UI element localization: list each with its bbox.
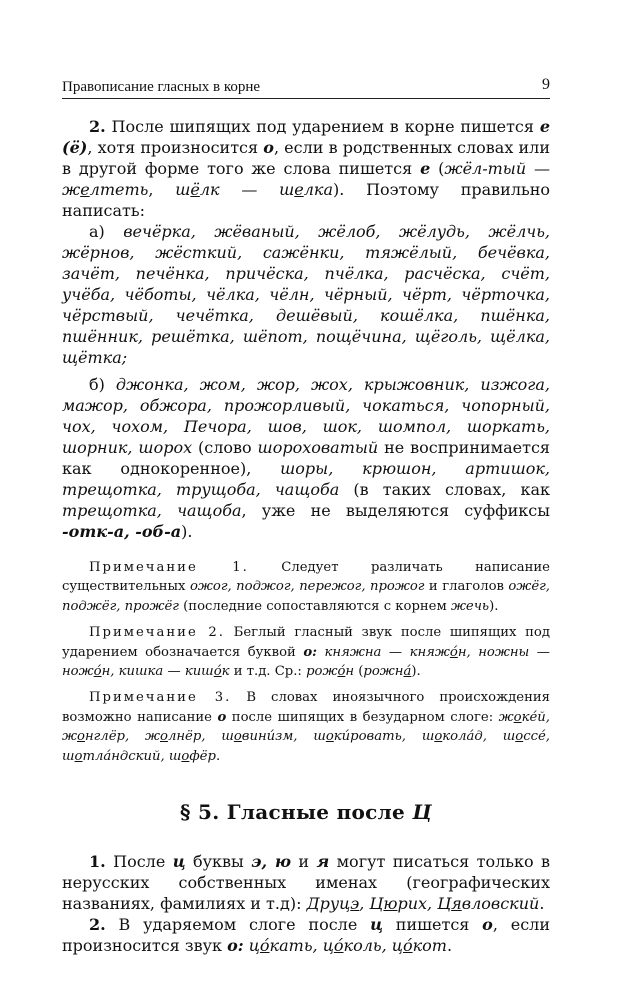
- main-text: [62, 116, 550, 956]
- foreign-word: жоке́й: [498, 709, 546, 725]
- note-3: Примечание 3. В словах иноязычного происхождения возможно написание о после шипящих в безударном слоге: жоке́й, жонглёр, жолнёр, шовини́зм, шоки́ровать, шокола́д, шоссе́, шотла́ндский, шофёр.: [62, 690, 550, 764]
- foreign-word: шотла́ндский: [62, 748, 161, 764]
- note-2: Примечание 2. Беглый гласный звук после шипящих под ударением обозначается буквой о: княжна — княжо́н, ножны — ножо́н, кишка — кишо́к и т.д. Ср.: рожо́н (рожна́).: [62, 625, 550, 680]
- note-label: Примечание 1.: [89, 560, 249, 575]
- paragraph-c1: 1. После ц буквы э, ю и я могут писаться только в нерусских собственных именах (географических названиях, фамилиях и т.д): Друцэ, Цюрих, Цявловский.: [62, 852, 551, 914]
- foreign-word: шофёр: [168, 748, 216, 764]
- letter-e-2: е: [420, 159, 431, 178]
- note-label: Примечание 3.: [89, 690, 232, 706]
- section-heading: § 5. Гласные после Ц: [180, 800, 432, 825]
- foreign-word: жолнёр: [145, 729, 202, 745]
- note-1: Примечание 1. Следует различать написание существительных ожог, поджог, пережог, прожог и глаголов ожёг, поджёг, прожёг (последние сопоставляются с корнем жечь).: [62, 560, 550, 614]
- foreign-word: шоки́ровать: [313, 729, 402, 745]
- list-item-b: б) джонка, жом, жор, жох, крыжовник, изжога, мажор, обжора, прожорливый, чокаться, чопорный, чох, чохом, Печора, шов, шок, шомпол, шоркать, шорник, шорох (слово шороховатый не воспринимается как однокоренное), шоры, крюшон, артишок, трещотка, трущоба, чащоба (в таких словах, как трещотка, чащоба, уже не выделяются суффиксы -отк-а, -об-а).: [62, 375, 551, 541]
- example-word: жёл-тый — желтеть, шёлк — шелка: [62, 159, 550, 199]
- running-header: [62, 76, 550, 99]
- paragraph-number: 2.: [89, 117, 106, 136]
- example-words: цо́кать, цо́коль, цо́кот: [243, 936, 447, 956]
- foreign-word-list: жоке́й, жонглёр, жолнёр, шовини́зм, шоки́ровать, шокола́д, шоссе́, шотла́ндский, шофёр: [62, 709, 550, 764]
- foreign-names: Друцэ, Цюрих, Цявловский: [306, 894, 540, 914]
- paragraph-c2: 2. В ударяемом слоге после ц пишется о, если произносится звук о: цо́кать, цо́коль, цо́кот.: [62, 915, 550, 956]
- proper-noun: Печора: [183, 417, 247, 436]
- foreign-word: жонглёр: [62, 729, 125, 745]
- foreign-word: шоссе́: [502, 729, 546, 745]
- foreign-word: шокола́д: [421, 729, 483, 745]
- letter-e: е (ё): [62, 117, 550, 157]
- running-title: Правописание гласных в корне: [62, 79, 261, 95]
- paragraph-2: 2. После шипящих под ударением в корне пишется е (ё), хотя произносится о, если в родственных словах или в другой форме того же слова пишется е (жёл-тый — желтеть, шёлк — шелка). Поэтому правильно написать:: [62, 117, 551, 220]
- foreign-word: шовини́зм: [221, 729, 294, 745]
- section-letter: Ц: [412, 800, 432, 825]
- suffixes: -отк-а, -об-а: [62, 522, 182, 541]
- page-number: 9: [542, 76, 550, 93]
- note-label: Примечание 2.: [89, 625, 225, 641]
- letter-o: о: [263, 138, 274, 157]
- notes: [62, 558, 550, 766]
- list-item-a: а) вечёрка, жёваный, жёлоб, жёлудь, жёлчь, жёрнов, жёсткий, сажёнки, тяжёлый, бечёвка, зачёт, печёнка, причёска, пчёлка, расчёска, счёт, учёба, чёботы, чёлка, чёлн, чёрный, чёрт, чёрточка, чёрствый, чечётка, дешёвый, кошёлка, пшёнка, пшённик, решётка, шёпот, пощёчина, щёголь, щёлка, щётка;: [62, 222, 551, 367]
- word-list: вечёрка, жёваный, жёлоб, жёлудь, жёлчь, жёрнов, жёсткий, сажёнки, тяжёлый, бечёвка, зачёт, печёнка, причёска, пчёлка, расчёска, счёт, учёба, чёботы, чёлка, чёлн, чёрный, чёрт, чёрточка, чёрствый, чечётка, дешёвый, кошёлка, пшёнка, пшённик, решётка, шёпот, пощёчина, щёголь, щёлка, щётка;: [62, 222, 551, 367]
